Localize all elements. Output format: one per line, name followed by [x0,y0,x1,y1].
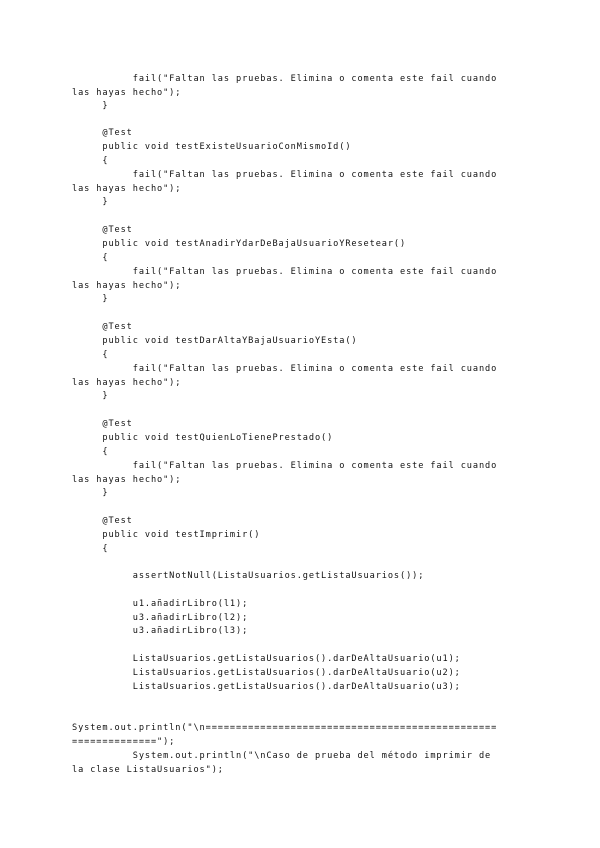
code-line: las hayas hecho"); [72,475,182,485]
code-line: { [72,156,109,166]
code-line: las hayas hecho"); [72,88,182,98]
code-line: { [72,447,109,457]
code-line: { [72,544,109,554]
code-line: @Test [72,419,133,429]
code-line: u3.añadirLibro(l2); [72,613,249,623]
code-line: @Test [72,128,133,138]
code-line: ListaUsuarios.getListaUsuarios().darDeAltaUsuario(u2); [72,668,461,678]
code-line: las hayas hecho"); [72,378,182,388]
code-line: } [72,197,109,207]
code-line: fail("Faltan las pruebas. Elimina o comenta este fail cuando [72,364,498,374]
code-line: System.out.println("\n================================================ [72,723,498,733]
code-line: public void testExisteUsuarioConMismoId() [72,142,352,152]
code-line: u1.añadirLibro(l1); [72,599,249,609]
code-line: la clase ListaUsuarios"); [72,765,224,775]
code-line: public void testImprimir() [72,530,261,540]
code-line: fail("Faltan las pruebas. Elimina o comenta este fail cuando [72,267,498,277]
code-line: @Test [72,322,133,332]
code-line: public void testDarAltaYBajaUsuarioYEsta() [72,336,358,346]
code-line: assertNotNull(ListaUsuarios.getListaUsuarios()); [72,571,425,581]
code-line: las hayas hecho"); [72,184,182,194]
code-line: { [72,253,109,263]
code-line: public void testAnadirYdarDeBajaUsuarioYResetear() [72,239,407,249]
code-line: } [72,101,109,111]
code-line: ListaUsuarios.getListaUsuarios().darDeAltaUsuario(u1); [72,654,461,664]
code-line: u3.añadirLibro(l3); [72,626,249,636]
code-line: ListaUsuarios.getListaUsuarios().darDeAltaUsuario(u3); [72,682,461,692]
code-line: =============="); [72,737,176,747]
code-line: public void testQuienLoTienePrestado() [72,433,334,443]
code-line: } [72,391,109,401]
code-line: System.out.println("\nCaso de prueba del método imprimir de [72,751,492,761]
code-line: } [72,488,109,498]
code-line: fail("Faltan las pruebas. Elimina o comenta este fail cuando [72,461,498,471]
code-line: @Test [72,516,133,526]
code-line: } [72,294,109,304]
code-line: fail("Faltan las pruebas. Elimina o comenta este fail cuando [72,74,498,84]
code-line: { [72,350,109,360]
code-line: fail("Faltan las pruebas. Elimina o comenta este fail cuando [72,170,498,180]
code-line: @Test [72,225,133,235]
code-line: las hayas hecho"); [72,281,182,291]
